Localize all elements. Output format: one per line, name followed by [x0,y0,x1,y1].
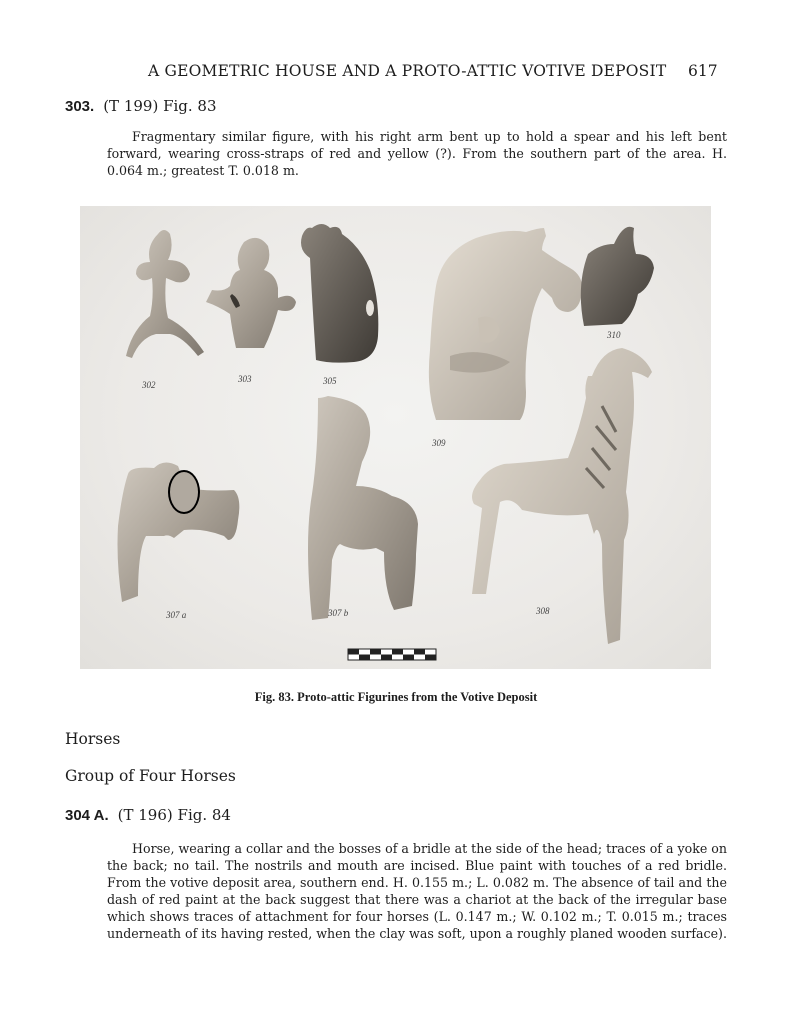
label-303: 303 [238,374,252,384]
entry-303-heading [65,97,217,115]
figure-83-photo [80,206,711,669]
entry-303-text: Fragmentary similar figure, with his right arm bent up to hold a spear and his left bent forward, wearing cross-straps of red and yellow (?). From the southern part of the area. H. 0.064 m.; greatest T. 0.018 m. [107,129,727,178]
section-group-of-four-horses: Group of Four Horses [65,767,236,785]
figurine-305 [301,224,378,386]
label-309: 309 [432,438,446,448]
label-307a: 307 a [166,610,187,620]
figurine-309 [429,228,582,448]
entry-304a-fig: Fig. 84 [177,806,231,824]
entry-303-number: 303. [65,98,95,115]
figurine-303 [206,238,296,384]
entry-304a-number: 304 A. [65,807,109,824]
running-head [0,62,792,82]
entry-304a-text: Horse, wearing a collar and the bosses of a bridle at the side of the head; traces of a yoke on the back; no tail. The nostrils and mouth are incised. Blue paint with touches of a red bridle. From the votive deposit area, southern end. H. 0.155 m.; L. 0.082 m. The absence of tail and the dash of red paint at the back suggest that there was a chariot at the back of the irregular base which shows traces of attachment for four horses (L. 0.147 m.; W. 0.102 m.; T. 0.015 m.; traces underneath of its having rested, when the clay was soft, upon a roughly planed wooden surface). [107,841,727,941]
label-307b: 307 b [328,608,349,618]
scale-bar [348,649,436,660]
entry-303-fig: Fig. 83 [163,97,217,115]
page-number: 617 [688,62,718,80]
label-305: 305 [323,376,337,386]
figurine-307a [118,462,240,620]
label-310: 310 [607,330,621,340]
running-title: A GEOMETRIC HOUSE AND A PROTO-ATTIC VOTIVE DEPOSIT [148,62,667,80]
label-308: 308 [536,606,550,616]
entry-303-ref: (T 199) [103,97,159,115]
figurine-302 [126,230,204,390]
entry-304a-heading [65,806,231,824]
label-302: 302 [142,380,156,390]
figurine-310 [581,227,654,340]
entry-304a-ref: (T 196) [117,806,173,824]
figurine-307b [308,396,418,620]
figure-caption: Fig. 83. Proto-attic Figurines from the Votive Deposit [254,690,538,704]
figurines-illustration [80,206,711,669]
section-horses: Horses [65,730,121,748]
